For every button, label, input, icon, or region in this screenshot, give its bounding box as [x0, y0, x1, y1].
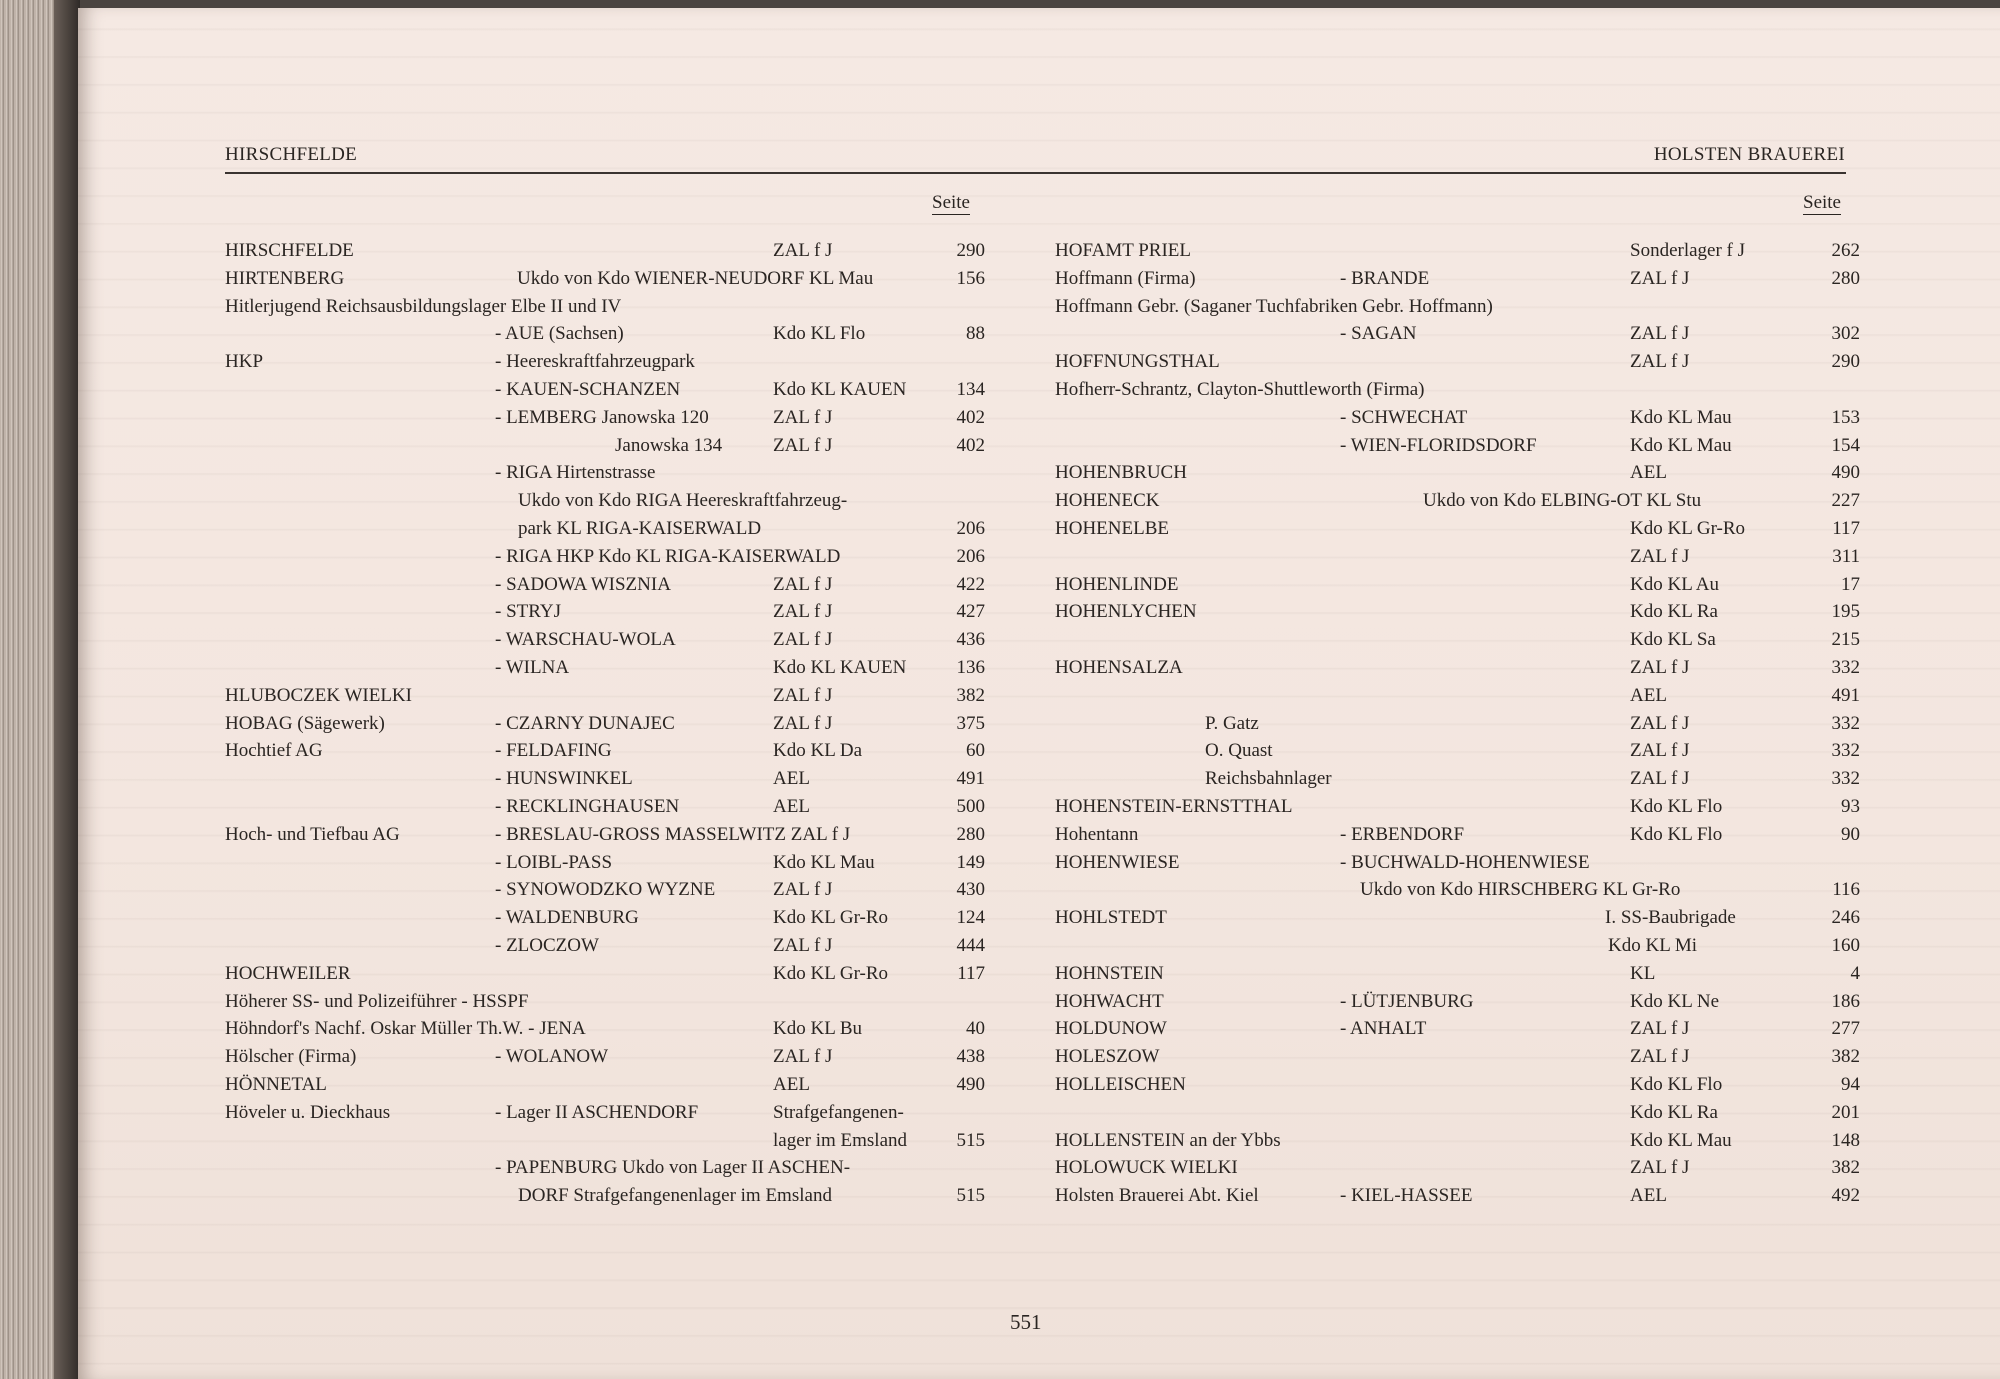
book-edge	[0, 0, 80, 1379]
entry-page: 490	[956, 1073, 985, 1095]
entry-page: 17	[1841, 573, 1860, 595]
entry-page: 246	[1831, 907, 1860, 929]
index-entry	[225, 1099, 985, 1127]
entry-location: - FELDAFING	[495, 740, 612, 762]
entry-name: HOCHWEILER	[225, 962, 351, 984]
entry-page: 332	[1831, 768, 1860, 790]
index-entry	[1055, 293, 1860, 321]
index-entry	[225, 682, 985, 710]
entry-page: 153	[1831, 406, 1860, 428]
running-header-left: HIRSCHFELDE	[225, 144, 358, 165]
entry-page: 201	[1831, 1101, 1860, 1123]
index-entry	[1055, 237, 1860, 265]
index-entry	[225, 459, 985, 487]
entry-location: - STRYJ	[495, 601, 561, 623]
entry-name: HOHENBRUCH	[1055, 462, 1187, 484]
entry-type: ZAL f J	[773, 629, 833, 651]
entry-name: HLUBOCZEK WIELKI	[225, 684, 412, 706]
entry-type: AEL	[1630, 1185, 1667, 1207]
entry-type: I. SS-Baubrigade	[1605, 907, 1736, 929]
entry-page: 154	[1831, 434, 1860, 456]
entry-location: O. Quast	[1205, 740, 1273, 762]
index-entry	[225, 348, 985, 376]
entry-name: HOHENLINDE	[1055, 573, 1179, 595]
entry-page: 332	[1831, 712, 1860, 734]
left-column	[225, 237, 985, 1210]
entry-type: ZAL f J	[1630, 323, 1690, 345]
index-entry	[225, 487, 985, 515]
index-entry	[1055, 376, 1860, 404]
entry-location: - SYNOWODZKO WYZNE	[495, 879, 716, 901]
index-entry	[1055, 543, 1860, 571]
entry-location: - Lager II ASCHENDORF	[495, 1101, 699, 1123]
index-entry	[1055, 932, 1860, 960]
entry-name: HOHENELBE	[1055, 517, 1169, 539]
entry-name: Hoffmann Gebr. (Saganer Tuchfabriken Gebr. Hoffmann)	[1055, 295, 1493, 317]
entry-type: Kdo KL Flo	[773, 323, 866, 345]
entry-location: - WOLANOW	[495, 1046, 609, 1068]
entry-page: 280	[956, 823, 985, 845]
entry-name: Hoffmann (Firma)	[1055, 267, 1196, 289]
page-number: 551	[1010, 1310, 1042, 1334]
entry-type: Kdo KL Mau	[1630, 406, 1732, 428]
index-entry	[225, 265, 985, 293]
index-entry	[1055, 654, 1860, 682]
index-entry	[1055, 404, 1860, 432]
index-entry	[1055, 904, 1860, 932]
entry-name: HÖNNETAL	[225, 1073, 327, 1095]
index-entry	[1055, 320, 1860, 348]
index-entry	[1055, 821, 1860, 849]
index-entry	[1055, 876, 1860, 904]
entry-type: ZAL f J	[773, 1046, 833, 1068]
entry-name: HOFAMT PRIEL	[1055, 240, 1192, 261]
entry-name: Höveler u. Dieckhaus	[225, 1101, 391, 1123]
index-entry	[1055, 487, 1860, 515]
entry-page: 149	[956, 851, 985, 873]
entry-page: 422	[956, 573, 985, 595]
entry-page: 195	[1831, 601, 1860, 623]
entry-page: 382	[1831, 1157, 1860, 1179]
index-entry	[225, 765, 985, 793]
entry-page: 160	[1831, 934, 1860, 956]
entry-location: - WILNA	[495, 656, 570, 678]
entry-type: ZAL f J	[1630, 1018, 1690, 1040]
index-entry	[1055, 682, 1860, 710]
index-entry	[225, 376, 985, 404]
entry-type: ZAL f J	[773, 406, 833, 428]
entry-type: Kdo KL Mau	[1630, 1129, 1732, 1151]
entry-type: ZAL f J	[1630, 656, 1690, 678]
entry-type: ZAL f J	[773, 934, 833, 956]
index-entry	[1055, 1071, 1860, 1099]
index-entry	[225, 598, 985, 626]
entry-page: 262	[1831, 240, 1860, 261]
entry-type: ZAL f J	[773, 434, 833, 456]
entry-location: - SCHWECHAT	[1340, 406, 1468, 428]
seite-header-left: Seite	[932, 192, 970, 213]
entry-location: - Heereskraftfahrzeugpark	[495, 351, 695, 373]
entry-page: 227	[1831, 490, 1860, 512]
index-entry	[1055, 626, 1860, 654]
entry-name: HOHENWIESE	[1055, 851, 1180, 873]
entry-type: Kdo KL KAUEN	[773, 656, 907, 678]
entry-type: Kdo KL Flo	[1630, 1073, 1723, 1095]
entry-page: 382	[956, 684, 985, 706]
entry-page: 206	[956, 545, 985, 567]
entry-location: DORF Strafgefangenenlager im Emsland	[518, 1185, 832, 1207]
entry-location: - HUNSWINKEL	[495, 768, 633, 790]
entry-type: KL	[1630, 962, 1656, 984]
entry-location: - WALDENBURG	[495, 907, 639, 929]
entry-name: HOHENECK	[1055, 490, 1160, 512]
index-entry	[225, 654, 985, 682]
entry-type: Kdo KL Da	[773, 740, 862, 762]
entry-location: P. Gatz	[1205, 712, 1259, 734]
entry-name: HOHWACHT	[1055, 990, 1164, 1012]
index-entry	[225, 876, 985, 904]
entry-page: 124	[956, 907, 985, 929]
entry-location: - CZARNY DUNAJEC	[495, 712, 675, 734]
entry-location: Ukdo von Kdo WIENER-NEUDORF KL Mau	[517, 267, 874, 289]
entry-location: - RECKLINGHAUSEN	[495, 795, 680, 817]
entry-page: 332	[1831, 740, 1860, 762]
index-entry	[1055, 265, 1860, 293]
entry-location: Janowska 134	[615, 434, 723, 456]
seite-header-right: Seite	[1803, 192, 1841, 213]
index-entry	[1055, 571, 1860, 599]
entry-type: ZAL f J	[773, 573, 833, 595]
index-entry	[225, 404, 985, 432]
entry-location: - SADOWA WISZNIA	[495, 573, 671, 595]
entry-page: 332	[1831, 656, 1860, 678]
entry-location: - AUE (Sachsen)	[495, 323, 624, 345]
entry-type: ZAL f J	[1630, 768, 1690, 790]
index-entry	[225, 1071, 985, 1099]
entry-page: 94	[1841, 1073, 1860, 1095]
index-entry	[225, 571, 985, 599]
entry-page: 375	[956, 712, 985, 734]
entry-name: HOHLSTEDT	[1055, 907, 1167, 929]
entry-location: Ukdo von Kdo RIGA Heereskraftfahrzeug-	[518, 490, 848, 512]
entry-type: Sonderlager f J	[1630, 240, 1746, 261]
entry-location: - RIGA Hirtenstrasse	[495, 462, 656, 484]
entry-name: Höhndorf's Nachf. Oskar Müller Th.W. - JENA	[225, 1018, 586, 1040]
entry-page: 290	[956, 240, 985, 261]
entry-type: ZAL f J	[773, 684, 833, 706]
entry-location: - BRANDE	[1340, 267, 1430, 289]
entry-page: 148	[1831, 1129, 1860, 1151]
index-entry	[1055, 960, 1860, 988]
index-entry	[225, 1127, 985, 1155]
entry-type: ZAL f J	[773, 879, 833, 901]
entry-page: 444	[956, 934, 985, 956]
entry-location: - KIEL-HASSEE	[1340, 1185, 1473, 1207]
index-entry	[1055, 432, 1860, 460]
entry-type: ZAL f J	[1630, 712, 1690, 734]
index-entry	[225, 960, 985, 988]
entry-page: 280	[1831, 267, 1860, 289]
entry-name: HOHNSTEIN	[1055, 962, 1164, 984]
index-entry	[225, 988, 985, 1016]
entry-page: 90	[1841, 823, 1860, 845]
entry-name: HOHENLYCHEN	[1055, 601, 1197, 623]
entry-page: 491	[956, 768, 985, 790]
entry-type: ZAL f J	[773, 601, 833, 623]
entry-location: Reichsbahnlager	[1205, 768, 1332, 790]
entry-location: park KL RIGA-KAISERWALD	[518, 517, 762, 539]
entry-type: ZAL f J	[1630, 267, 1690, 289]
entry-page: 427	[956, 601, 985, 623]
entry-type: Kdo KL Mau	[1630, 434, 1732, 456]
entry-page: 116	[1832, 879, 1860, 901]
entry-page: 438	[956, 1046, 985, 1068]
entry-name: HOBAG (Sägewerk)	[225, 712, 385, 734]
entry-type: ZAL f J	[773, 240, 833, 261]
entry-type: ZAL f J	[1630, 1157, 1690, 1179]
entry-name: HOHENSALZA	[1055, 656, 1183, 678]
entry-location: - ANHALT	[1340, 1018, 1427, 1040]
entry-name: Hohentann	[1055, 823, 1139, 845]
index-entry	[1055, 1099, 1860, 1127]
index-entry	[1055, 598, 1860, 626]
entry-type: Kdo KL Gr-Ro	[773, 962, 889, 984]
entry-location: - LOIBL-PASS	[495, 851, 613, 873]
entry-type: Kdo KL Flo	[1630, 823, 1723, 845]
entry-page: 500	[956, 795, 985, 817]
entry-type: ZAL f J	[1630, 1046, 1690, 1068]
index-entry	[1055, 1043, 1860, 1071]
entry-type: Kdo KL Gr-Ro	[773, 907, 889, 929]
entry-page: 136	[956, 656, 985, 678]
index-entry	[225, 515, 985, 543]
entry-type: Kdo KL Ne	[1630, 990, 1719, 1012]
entry-location: Ukdo von Kdo HIRSCHBERG KL Gr-Ro	[1360, 879, 1681, 901]
index-entry	[1055, 988, 1860, 1016]
entry-page: 402	[956, 434, 985, 456]
entry-type: AEL	[773, 795, 810, 817]
entry-page: 206	[956, 517, 985, 539]
entry-location: - SAGAN	[1340, 323, 1417, 345]
entry-location: - RIGA HKP Kdo KL RIGA-KAISERWALD	[495, 545, 841, 567]
header-rule	[225, 172, 1846, 174]
entry-name: HIRSCHFELDE	[225, 240, 354, 261]
entry-location: - BUCHWALD-HOHENWIESE	[1340, 851, 1590, 873]
entry-location: - WARSCHAU-WOLA	[495, 629, 676, 651]
index-entry	[225, 904, 985, 932]
index-entry	[225, 1043, 985, 1071]
entry-type: ZAL f J	[1630, 545, 1690, 567]
entry-type: AEL	[773, 1073, 810, 1095]
entry-type: Kdo KL Ra	[1630, 601, 1718, 623]
entry-type: ZAL f J	[773, 712, 833, 734]
entry-type: AEL	[1630, 462, 1667, 484]
entry-page: 156	[956, 267, 985, 289]
index-entry	[225, 1182, 985, 1210]
entry-type: Kdo KL Au	[1630, 573, 1720, 595]
entry-location: Ukdo von Kdo ELBING-OT KL Stu	[1423, 490, 1702, 512]
entry-name: HIRTENBERG	[225, 267, 345, 289]
entry-name: Höherer SS- und Polizeiführer - HSSPF	[225, 990, 529, 1012]
entry-page: 402	[956, 406, 985, 428]
entry-type: AEL	[1630, 684, 1667, 706]
entry-page: 302	[1831, 323, 1860, 345]
index-entry	[225, 737, 985, 765]
entry-page: 491	[1831, 684, 1860, 706]
entry-page: 290	[1831, 351, 1860, 373]
index-entry	[1055, 710, 1860, 738]
entry-page: 515	[956, 1129, 985, 1151]
entry-page: 186	[1831, 990, 1860, 1012]
right-column	[1055, 237, 1860, 1210]
entry-location: - ZLOCZOW	[495, 934, 599, 956]
entry-location: - BRESLAU-GROSS MASSELWITZ ZAL f J	[495, 823, 851, 845]
entry-page: 215	[1831, 629, 1860, 651]
entry-name: HOLDUNOW	[1055, 1018, 1167, 1040]
entry-page: 382	[1831, 1046, 1860, 1068]
entry-name: HOFFNUNGSTHAL	[1055, 351, 1220, 373]
index-entry	[225, 821, 985, 849]
index-entry	[1055, 348, 1860, 376]
entry-name: HOLOWUCK WIELKI	[1055, 1157, 1238, 1179]
entry-location: - ERBENDORF	[1340, 823, 1465, 845]
entry-page: 311	[1832, 545, 1860, 567]
entry-name: Hitlerjugend Reichsausbildungslager Elbe II und IV	[225, 295, 622, 317]
entry-page: 436	[956, 629, 985, 651]
entry-type: lager im Emsland	[773, 1129, 908, 1151]
index-entry	[225, 849, 985, 877]
entry-name: HOLLENSTEIN an der Ybbs	[1055, 1129, 1281, 1151]
entry-type: Kdo KL Flo	[1630, 795, 1723, 817]
index-entry	[225, 626, 985, 654]
entry-name: HKP	[225, 351, 264, 373]
entry-page: 492	[1831, 1185, 1860, 1207]
entry-type: AEL	[773, 768, 810, 790]
entry-location: - LEMBERG Janowska 120	[495, 406, 709, 428]
entry-page: 117	[957, 962, 985, 984]
index-entry	[1055, 515, 1860, 543]
entry-name: Hofherr-Schrantz, Clayton-Shuttleworth (Firma)	[1055, 378, 1425, 400]
entry-name: HOLLEISCHEN	[1055, 1073, 1186, 1095]
entry-location: - WIEN-FLORIDSDORF	[1340, 434, 1537, 456]
entry-location: - PAPENBURG Ukdo von Lager II ASCHEN-	[495, 1157, 851, 1179]
entry-page: 134	[956, 378, 985, 400]
index-entry	[225, 543, 985, 571]
entry-name: Hochtief AG	[225, 740, 323, 762]
entry-name: Hoch- und Tiefbau AG	[225, 823, 400, 845]
index-entry	[225, 320, 985, 348]
entry-name: HOLESZOW	[1055, 1046, 1160, 1068]
entry-type: Kdo KL KAUEN	[773, 378, 907, 400]
entry-page: 277	[1831, 1018, 1860, 1040]
entry-name: HOHENSTEIN-ERNSTTHAL	[1055, 795, 1293, 817]
index-entry	[1055, 1154, 1860, 1182]
entry-page: 60	[966, 740, 985, 762]
entry-page: 490	[1831, 462, 1860, 484]
index-entry	[225, 710, 985, 738]
entry-location: - LÜTJENBURG	[1340, 990, 1474, 1012]
entry-page: 93	[1841, 795, 1860, 817]
index-entry	[225, 1015, 985, 1043]
entry-page: 4	[1850, 962, 1860, 984]
entry-type: Kdo KL Mau	[773, 851, 875, 873]
entry-page: 515	[956, 1185, 985, 1207]
entry-page: 430	[956, 879, 985, 901]
entry-type: Kdo KL Ra	[1630, 1101, 1718, 1123]
entry-type: Strafgefangenen-	[773, 1101, 904, 1123]
entry-type: Kdo KL Sa	[1630, 629, 1716, 651]
entry-type: Kdo KL Bu	[773, 1018, 863, 1040]
index-entry	[225, 293, 985, 321]
entry-type: ZAL f J	[1630, 740, 1690, 762]
index-entry	[225, 432, 985, 460]
entry-page: 117	[1832, 517, 1860, 539]
index-entry	[1055, 765, 1860, 793]
index-entry	[1055, 1127, 1860, 1155]
index-entry	[225, 932, 985, 960]
entry-type: ZAL f J	[1630, 351, 1690, 373]
entry-page: 40	[966, 1018, 985, 1040]
index-entry	[225, 237, 985, 265]
entry-location: - KAUEN-SCHANZEN	[495, 378, 681, 400]
index-entry	[1055, 793, 1860, 821]
index-entry	[1055, 737, 1860, 765]
entry-type: Kdo KL Gr-Ro	[1630, 517, 1746, 539]
index-entry	[1055, 1182, 1860, 1210]
index-entry	[1055, 1015, 1860, 1043]
index-entry	[1055, 849, 1860, 877]
entry-name: Hölscher (Firma)	[225, 1046, 357, 1068]
entry-name: Holsten Brauerei Abt. Kiel	[1055, 1185, 1259, 1207]
index-entry	[225, 1154, 985, 1182]
entry-page: 88	[966, 323, 985, 345]
index-entry	[225, 793, 985, 821]
running-header-right: HOLSTEN BRAUEREI	[1653, 144, 1845, 165]
entry-type: Kdo KL Mi	[1608, 934, 1698, 956]
index-entry	[1055, 459, 1860, 487]
